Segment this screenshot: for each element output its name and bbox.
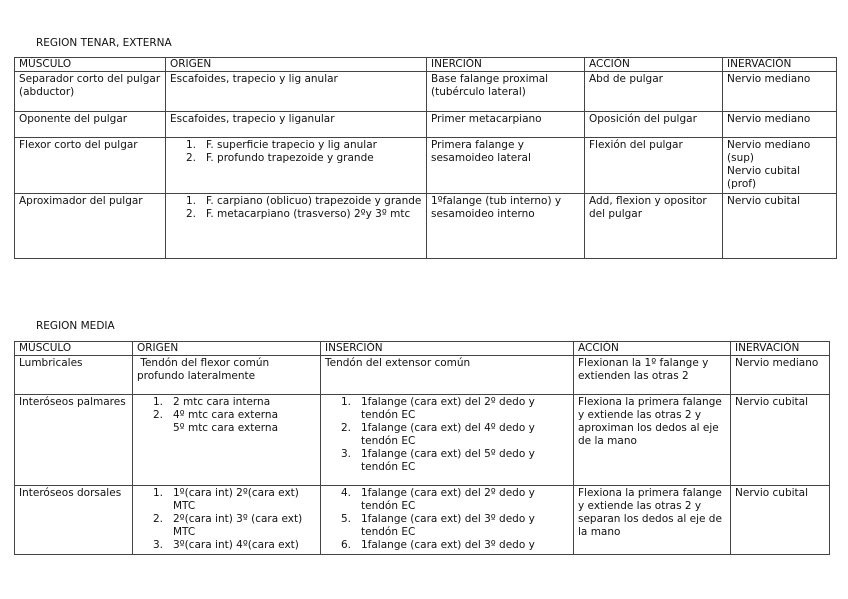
section-title-tenar: REGION TENAR, EXTERNA <box>36 37 172 49</box>
table-row <box>15 72 837 112</box>
cell-accion: Flexiona la primera falange y extiende las otras 2 y separan los dedos al eje de la mano <box>574 486 731 555</box>
list-item: 1. 1falange (cara ext) del 2º dedo y tendón EC <box>341 396 535 421</box>
table-row <box>15 486 830 555</box>
list-item: 3. 3º(cara int) 4º(cara ext) <box>153 539 299 551</box>
list-item: 6. 1falange (cara ext) del 3º dedo y <box>341 539 535 551</box>
origen-list <box>137 487 316 552</box>
insercion-list <box>325 396 569 474</box>
header-musculo: MÚSCULO <box>15 58 166 72</box>
insercion-list <box>325 487 569 552</box>
origen-extra: 5º mtc cara externa <box>173 422 279 434</box>
cell-musculo: Separador corto del pulgar (abductor) <box>15 72 166 112</box>
cell-origen <box>166 194 427 259</box>
cell-musculo: Flexor corto del pulgar <box>15 138 166 194</box>
list-item: 2. 4º mtc cara externa <box>153 409 279 421</box>
header-origen: ORIGEN <box>133 342 321 356</box>
origen-list <box>170 139 422 165</box>
cell-origen <box>166 138 427 194</box>
inervacion-line: Nervio cubital (prof) <box>727 165 801 190</box>
cell-inervacion: Nervio mediano <box>723 72 837 112</box>
list-item: 1. 2 mtc cara interna <box>153 396 271 408</box>
cell-accion: Flexionan la 1º falange y extienden las otras 2 <box>574 356 731 395</box>
table-tenar <box>14 57 837 259</box>
header-accion: ACCIÓN <box>585 58 723 72</box>
table-media <box>14 341 830 555</box>
cell-origen <box>133 395 321 486</box>
section-title-media: REGION MEDIA <box>36 320 115 332</box>
table-row <box>15 356 830 395</box>
cell-inervacion <box>723 138 837 194</box>
cell-insercion <box>321 486 574 555</box>
header-inervacion: INERVACIÓN <box>731 342 830 356</box>
origen-list <box>170 195 422 221</box>
list-item: 1. 1º(cara int) 2º(cara ext) MTC <box>153 487 299 512</box>
table-row <box>15 112 837 138</box>
list-item: 3. 1falange (cara ext) del 5º dedo y tendón EC <box>341 448 535 473</box>
cell-inervacion: Nervio cubital <box>731 486 830 555</box>
origen-list <box>137 396 316 422</box>
cell-insercion <box>321 395 574 486</box>
cell-musculo: Interóseos palmares <box>15 395 133 486</box>
list-item: 4. 1falange (cara ext) del 2º dedo y tendón EC <box>341 487 535 512</box>
cell-accion: Add, flexion y opositor del pulgar <box>585 194 723 259</box>
list-item: 5. 1falange (cara ext) del 3º dedo y tendón EC <box>341 513 535 538</box>
cell-insercion: Primer metacarpiano <box>427 112 585 138</box>
list-item: 1. F. superficie trapecio y lig anular <box>186 139 377 151</box>
cell-insercion: Tendón del extensor común <box>321 356 574 395</box>
table-header-row <box>15 58 837 72</box>
cell-inervacion: Nervio mediano <box>723 112 837 138</box>
cell-origen: Escafoides, trapecio y liganular <box>166 112 427 138</box>
list-item: 2. F. metacarpiano (trasverso) 2ºy 3º mtc <box>186 208 411 220</box>
cell-musculo: Interóseos dorsales <box>15 486 133 555</box>
cell-musculo: Lumbricales <box>15 356 133 395</box>
header-inervacion: INERVACIÓN <box>723 58 837 72</box>
list-item: 2. 2º(cara int) 3º (cara ext) MTC <box>153 513 303 538</box>
header-origen: ORIGEN <box>166 58 427 72</box>
cell-accion: Flexiona la primera falange y extiende las otras 2 y aproximan los dedos al eje de la mano <box>574 395 731 486</box>
cell-musculo: Oponente del pulgar <box>15 112 166 138</box>
cell-inervacion: Nervio cubital <box>731 395 830 486</box>
cell-accion: Flexión del pulgar <box>585 138 723 194</box>
list-item: 1. F. carpiano (oblicuo) trapezoide y grande <box>186 195 422 207</box>
cell-insercion: Base falange proximal (tubérculo lateral) <box>427 72 585 112</box>
cell-inervacion: Nervio cubital <box>723 194 837 259</box>
table-row <box>15 395 830 486</box>
cell-insercion: 1ºfalange (tub interno) y sesamoideo interno <box>427 194 585 259</box>
header-musculo: MÚSCULO <box>15 342 133 356</box>
list-item: 2. F. profundo trapezoide y grande <box>186 152 374 164</box>
cell-origen <box>133 486 321 555</box>
table-row <box>15 194 837 259</box>
cell-inervacion: Nervio mediano <box>731 356 830 395</box>
header-accion: ACCIÓN <box>574 342 731 356</box>
table-header-row <box>15 342 830 356</box>
header-insercion: INSERCIÓN <box>321 342 574 356</box>
cell-origen: Tendón del flexor común profundo lateralmente <box>133 356 321 395</box>
cell-musculo: Aproximador del pulgar <box>15 194 166 259</box>
cell-insercion: Primera falange y sesamoideo lateral <box>427 138 585 194</box>
list-item: 2. 1falange (cara ext) del 4º dedo y tendón EC <box>341 422 535 447</box>
header-insercion: INERCIÓN <box>427 58 585 72</box>
inervacion-line: Nervio mediano (sup) <box>727 139 811 164</box>
cell-origen: Escafoides, trapecio y lig anular <box>166 72 427 112</box>
table-row <box>15 138 837 194</box>
cell-accion: Abd de pulgar <box>585 72 723 112</box>
cell-accion: Oposición del pulgar <box>585 112 723 138</box>
